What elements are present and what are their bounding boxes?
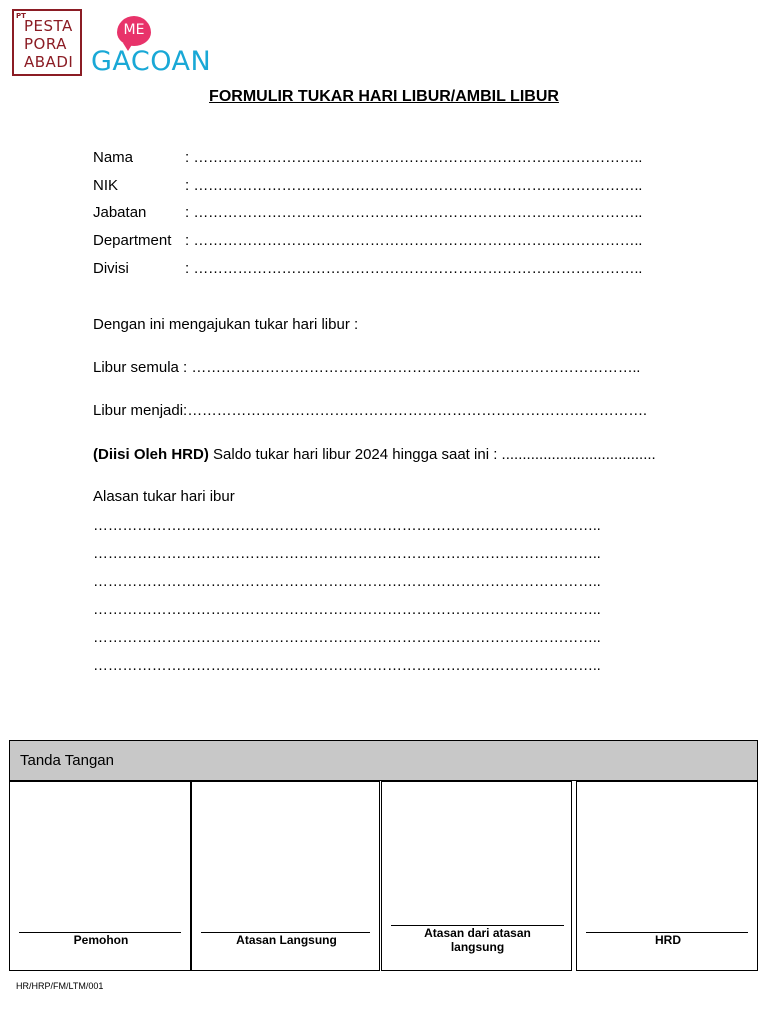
signature-caption: Pemohon — [73, 933, 129, 947]
field-label-department: Department — [93, 232, 172, 249]
signature-caption: Atasan Langsung — [236, 933, 337, 947]
signature-box-hrd[interactable] — [576, 781, 758, 971]
company-logo-line: PORA — [24, 35, 67, 53]
saldo-label: Saldo tukar hari libur 2024 hingga saat ini : — [208, 446, 502, 463]
field-input-nik[interactable]: : ……………………………………………………………………………….. — [185, 177, 643, 194]
alasan-line[interactable]: ………………………………………………………………………………………….. — [93, 629, 601, 646]
company-logo-prefix: PT — [16, 12, 26, 20]
signature-box-atasan-dari-atasan[interactable] — [381, 781, 572, 971]
field-label-nik: NIK — [93, 177, 119, 194]
field-input-department[interactable]: : ……………………………………………………………………………….. — [185, 232, 643, 249]
brand-logo-word: GACOAN — [91, 46, 212, 77]
company-logo-line: ABADI — [24, 53, 74, 71]
signature-header — [9, 740, 758, 781]
company-logo — [12, 9, 82, 76]
signature-caption: Atasan dari atasan langsung — [424, 926, 531, 954]
alasan-line[interactable]: ………………………………………………………………………………………….. — [93, 545, 601, 562]
libur-semula-label: Libur semula : — [93, 359, 192, 376]
field-input-libur-menjadi[interactable]: Libur menjadi:…………………………………………………………………………………. — [93, 402, 647, 419]
alasan-line[interactable]: ………………………………………………………………………………………….. — [93, 601, 601, 618]
alasan-line[interactable]: ………………………………………………………………………………………….. — [93, 657, 601, 674]
signature-box-atasan-langsung[interactable] — [191, 781, 380, 971]
field-input-saldo[interactable]: (Diisi Oleh HRD) Saldo tukar hari libur 2024 hingga saat ini : ..................................... — [93, 446, 656, 463]
field-input-jabatan[interactable]: : ……………………………………………………………………………….. — [185, 204, 643, 221]
field-label-jabatan: Jabatan — [93, 204, 147, 221]
alasan-label: Alasan tukar hari ibur — [93, 488, 235, 505]
field-label-nama: Nama — [93, 149, 134, 166]
request-intro: Dengan ini mengajukan tukar hari libur : — [93, 316, 359, 333]
field-input-nama[interactable]: : ……………………………………………………………………………….. — [185, 149, 643, 166]
field-input-divisi[interactable]: : ……………………………………………………………………………….. — [185, 260, 643, 277]
form-code: HR/HRP/FM/LTM/001 — [16, 981, 104, 991]
saldo-hrd-note: (Diisi Oleh HRD) — [93, 446, 209, 463]
signature-caption: HRD — [655, 933, 681, 947]
signature-header-label: Tanda Tangan — [20, 752, 114, 769]
company-logo-line: PESTA — [24, 17, 73, 35]
form-title: FORMULIR TUKAR HARI LIBUR/AMBIL LIBUR — [209, 88, 559, 105]
alasan-line[interactable]: ………………………………………………………………………………………….. — [93, 517, 601, 534]
alasan-line[interactable]: ………………………………………………………………………………………….. — [93, 573, 601, 590]
brand-logo-badge: ME — [123, 22, 145, 38]
field-label-divisi: Divisi — [93, 260, 129, 277]
brand-logo — [90, 16, 212, 80]
field-input-libur-semula[interactable]: Libur semula : ……………………………………………………………………………….. — [93, 359, 641, 376]
signature-box-pemohon[interactable] — [9, 781, 191, 971]
libur-menjadi-label: Libur menjadi: — [93, 402, 188, 419]
